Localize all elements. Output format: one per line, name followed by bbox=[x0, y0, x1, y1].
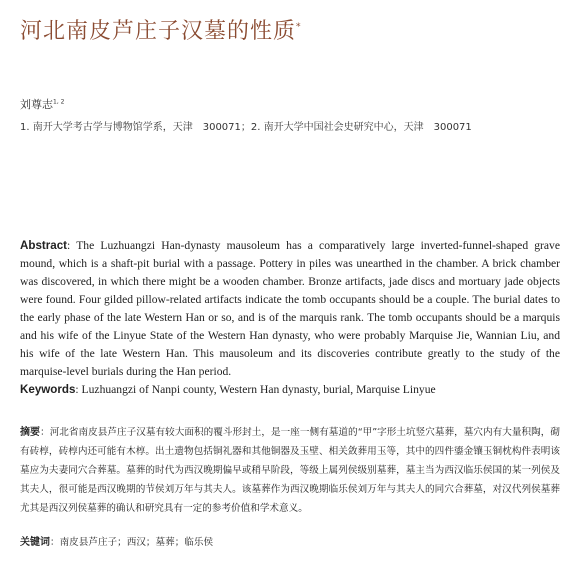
abstract-cn-label: 摘要 bbox=[20, 427, 41, 438]
paper-title bbox=[20, 14, 302, 45]
affiliations: 1. 南开大学考古学与博物馆学系，天津 300071；2. 南开大学中国社会史研究中心，天津 300071 bbox=[20, 122, 472, 133]
author-name: 刘尊志 bbox=[20, 98, 53, 111]
keywords-cn-label-sep: ： bbox=[50, 537, 60, 548]
keywords-chinese bbox=[20, 534, 560, 552]
keywords-label-sep: : bbox=[75, 383, 82, 396]
keywords-label: Keywords bbox=[20, 383, 76, 396]
title-footnote-mark: * bbox=[296, 22, 302, 33]
abstract-cn-text: 河北省南皮县芦庄子汉墓有较大面积的覆斗形封土，是一座一侧有墓道的“甲”字形土坑竖穴墓葬，墓穴内有大量积陶，砌有砖椁，砖椁内还可能有木椁。出土遗物包括铜礼器和其他铜器及玉壁、相关敛葬用玉等，其中的四件鎏金镶玉铜枕构件表明该墓应为夫妻同穴合葬墓。墓葬的时代为西汉晚期偏早或稍早阶段，等级上属列侯级别墓葬，墓主当为西汉临乐侯国的某一列侯及其夫人，很可能是西汉晚期的节侯刘万年与其夫人。该墓葬作为西汉晚期临乐侯刘万年与其夫人的同穴合葬墓，对汉代列侯墓葬尤其是西汉列侯墓葬的确认和研究具有一定的参考价值和学术意义。 bbox=[20, 427, 560, 514]
abstract-chinese bbox=[20, 423, 560, 518]
abstract-cn-label-sep: ： bbox=[40, 427, 50, 438]
abstract-english bbox=[20, 237, 560, 381]
abstract-label: Abstract bbox=[20, 239, 68, 252]
keywords-cn-label: 关键词 bbox=[20, 537, 50, 548]
abstract-label-sep: : bbox=[67, 239, 77, 252]
author-line bbox=[20, 96, 64, 112]
keywords-cn-text: 南皮县芦庄子；西汉；墓葬；临乐侯 bbox=[59, 537, 214, 548]
abstract-text: The Luzhuangzi Han-dynasty mausoleum has a comparatively large inverted-funnel-shaped grave mound, which is a shaft-pit burial with a passage. Pottery in piles was unearthed in the chamber. A brick chamber was discovered, in which there might be a wooden chamber. Bronze artifacts, jade discs and mortuary jade objects were found. Four gilded pillow-related artifacts indicate the tomb occupants should be a couple. The burial dates to the early phase of the late Western Han or so, and is of the marquis rank. The tomb occupants should be a marquis and his wife of the Linyue State of the Western Han dynasty, who were probably Marquise Jie, Wannian Liu, and his wife of the late Western Han. This mausoleum and its discoveries contribute greatly to the study of the marquise-level burials during the Han period. bbox=[20, 239, 560, 378]
title-text: 河北南皮芦庄子汉墓的性质 bbox=[20, 19, 297, 44]
keywords-english bbox=[20, 381, 560, 399]
keywords-text: Luzhuangzi of Nanpi county, Western Han dynasty, burial, Marquise Linyue bbox=[81, 383, 436, 396]
author-superscript: 1, 2 bbox=[53, 98, 65, 106]
